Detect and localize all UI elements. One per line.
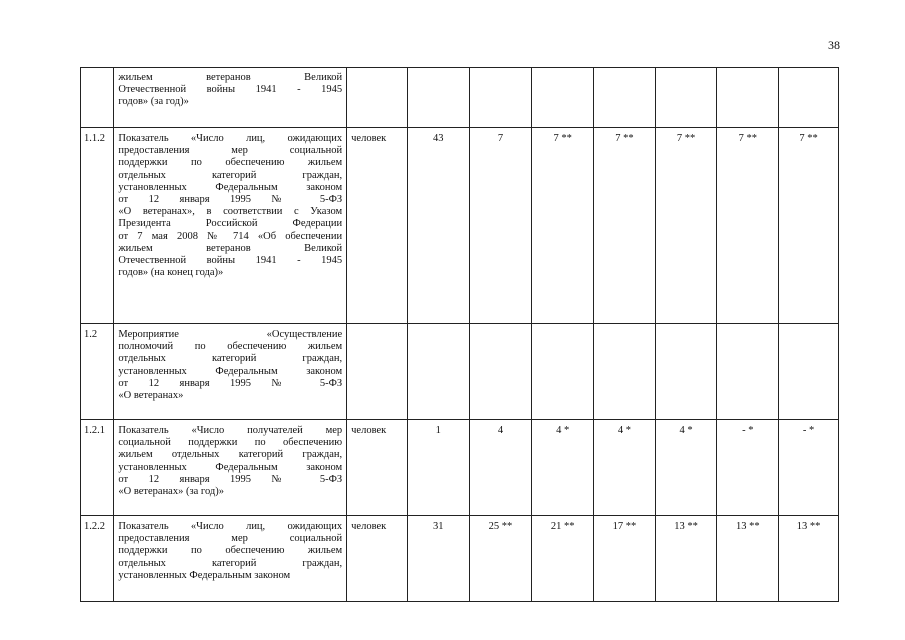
value-cell <box>717 68 779 128</box>
value-cell: 1 <box>407 420 469 516</box>
unit-cell: человек <box>347 420 408 516</box>
indicator-name-line: Мероприятие «Осуществление <box>118 329 343 340</box>
value-cell: - * <box>779 420 839 516</box>
indicator-name-line: годов» (на конец года)» <box>118 267 224 279</box>
indicator-name-line: от 12 января 1995 № 5-ФЗ <box>118 377 343 389</box>
unit-cell: человек <box>347 516 408 602</box>
indicator-name-line: Президента Российской Федерации <box>118 218 343 230</box>
table-row <box>81 68 839 128</box>
value-cell: 13 ** <box>655 516 717 602</box>
unit-cell <box>347 68 408 128</box>
value-cell <box>779 324 839 420</box>
value-cell <box>594 68 656 128</box>
indicator-name-line: полномочий по обеспечению жильем <box>118 341 343 353</box>
value-cell: 4 * <box>594 420 656 516</box>
value-cell <box>469 68 532 128</box>
value-cell: 17 ** <box>594 516 656 602</box>
indicator-name-line: отдельных категорий граждан, <box>118 557 343 569</box>
table-row <box>81 324 839 420</box>
indicator-name-line: поддержки по обеспечению жильем <box>118 157 343 169</box>
indicator-name-line: от 7 мая 2008 № 714 «Об обеспечении <box>118 230 343 242</box>
indicator-name-line: установленных Федеральным законом <box>118 365 343 377</box>
value-cell: 21 ** <box>532 516 594 602</box>
row-number-cell: 1.2.2 <box>81 516 114 602</box>
value-cell <box>469 324 532 420</box>
indicator-name-line: социальной поддержки по обеспечению <box>118 437 343 449</box>
table-row <box>81 420 839 516</box>
indicators-table <box>80 67 839 602</box>
indicator-name-line: от 12 января 1995 № 5-ФЗ <box>118 473 343 485</box>
indicator-name-line: «О ветеранах» <box>118 390 184 402</box>
value-cell: 13 ** <box>717 516 779 602</box>
value-cell: 7 ** <box>717 128 779 324</box>
indicator-name-line: жильем ветеранов Великой <box>118 72 343 83</box>
value-cell: 25 ** <box>469 516 532 602</box>
page-number: 38 <box>828 38 840 52</box>
value-cell: 31 <box>407 516 469 602</box>
value-cell: 7 ** <box>532 128 594 324</box>
value-cell: 4 * <box>532 420 594 516</box>
indicator-name-line: Отечественной войны 1941 - 1945 <box>118 255 343 267</box>
row-number-cell <box>81 68 114 128</box>
table-row <box>81 516 839 602</box>
indicator-name-cell <box>114 128 347 324</box>
unit-cell: человек <box>347 128 408 324</box>
value-cell <box>655 68 717 128</box>
indicator-name-line: Показатель «Число получателей мер <box>118 425 343 436</box>
indicator-name-line: отдельных категорий граждан, <box>118 169 343 181</box>
indicator-name-line: установленных Федеральным законом <box>118 461 343 473</box>
indicator-name-line: жильем ветеранов Великой <box>118 242 343 254</box>
value-cell: 7 ** <box>779 128 839 324</box>
value-cell: 43 <box>407 128 469 324</box>
value-cell: 4 * <box>655 420 717 516</box>
value-cell <box>717 324 779 420</box>
value-cell <box>779 68 839 128</box>
indicator-name-cell <box>114 68 347 128</box>
indicator-name-line: установленных Федеральным законом <box>118 181 343 193</box>
indicator-name-line: установленных Федеральным законом <box>118 569 291 581</box>
value-cell <box>407 68 469 128</box>
value-cell: 13 ** <box>779 516 839 602</box>
value-cell: 7 ** <box>594 128 656 324</box>
value-cell: 7 <box>469 128 532 324</box>
value-cell: 7 ** <box>655 128 717 324</box>
value-cell: 4 <box>469 420 532 516</box>
indicator-name-line: Показатель «Число лиц, ожидающих <box>118 133 343 144</box>
unit-cell <box>347 324 408 420</box>
value-cell <box>655 324 717 420</box>
indicator-name-cell <box>114 420 347 516</box>
value-cell: - * <box>717 420 779 516</box>
indicator-name-line: «О ветеранах» (за год)» <box>118 486 224 498</box>
row-number-cell: 1.1.2 <box>81 128 114 324</box>
indicator-name-line: поддержки по обеспечению жильем <box>118 545 343 557</box>
indicator-name-cell <box>114 324 347 420</box>
value-cell <box>532 68 594 128</box>
indicator-name-line: Показатель «Число лиц, ожидающих <box>118 521 343 532</box>
indicator-name-line: отдельных категорий граждан, <box>118 353 343 365</box>
row-number-cell: 1.2.1 <box>81 420 114 516</box>
table-row <box>81 128 839 324</box>
value-cell <box>407 324 469 420</box>
value-cell <box>532 324 594 420</box>
value-cell <box>594 324 656 420</box>
indicator-name-line: от 12 января 1995 № 5-ФЗ <box>118 194 343 206</box>
indicator-name-line: предоставления мер социальной <box>118 145 343 157</box>
indicator-name-line: годов» (за год)» <box>118 96 189 108</box>
indicator-name-line: жильем отдельных категорий граждан, <box>118 449 343 461</box>
indicator-name-line: предоставления мер социальной <box>118 533 343 545</box>
indicator-name-line: Отечественной войны 1941 - 1945 <box>118 84 343 96</box>
row-number-cell: 1.2 <box>81 324 114 420</box>
indicator-name-cell <box>114 516 347 602</box>
indicator-name-line: «О ветеранах», в соответствии с Указом <box>118 206 343 218</box>
